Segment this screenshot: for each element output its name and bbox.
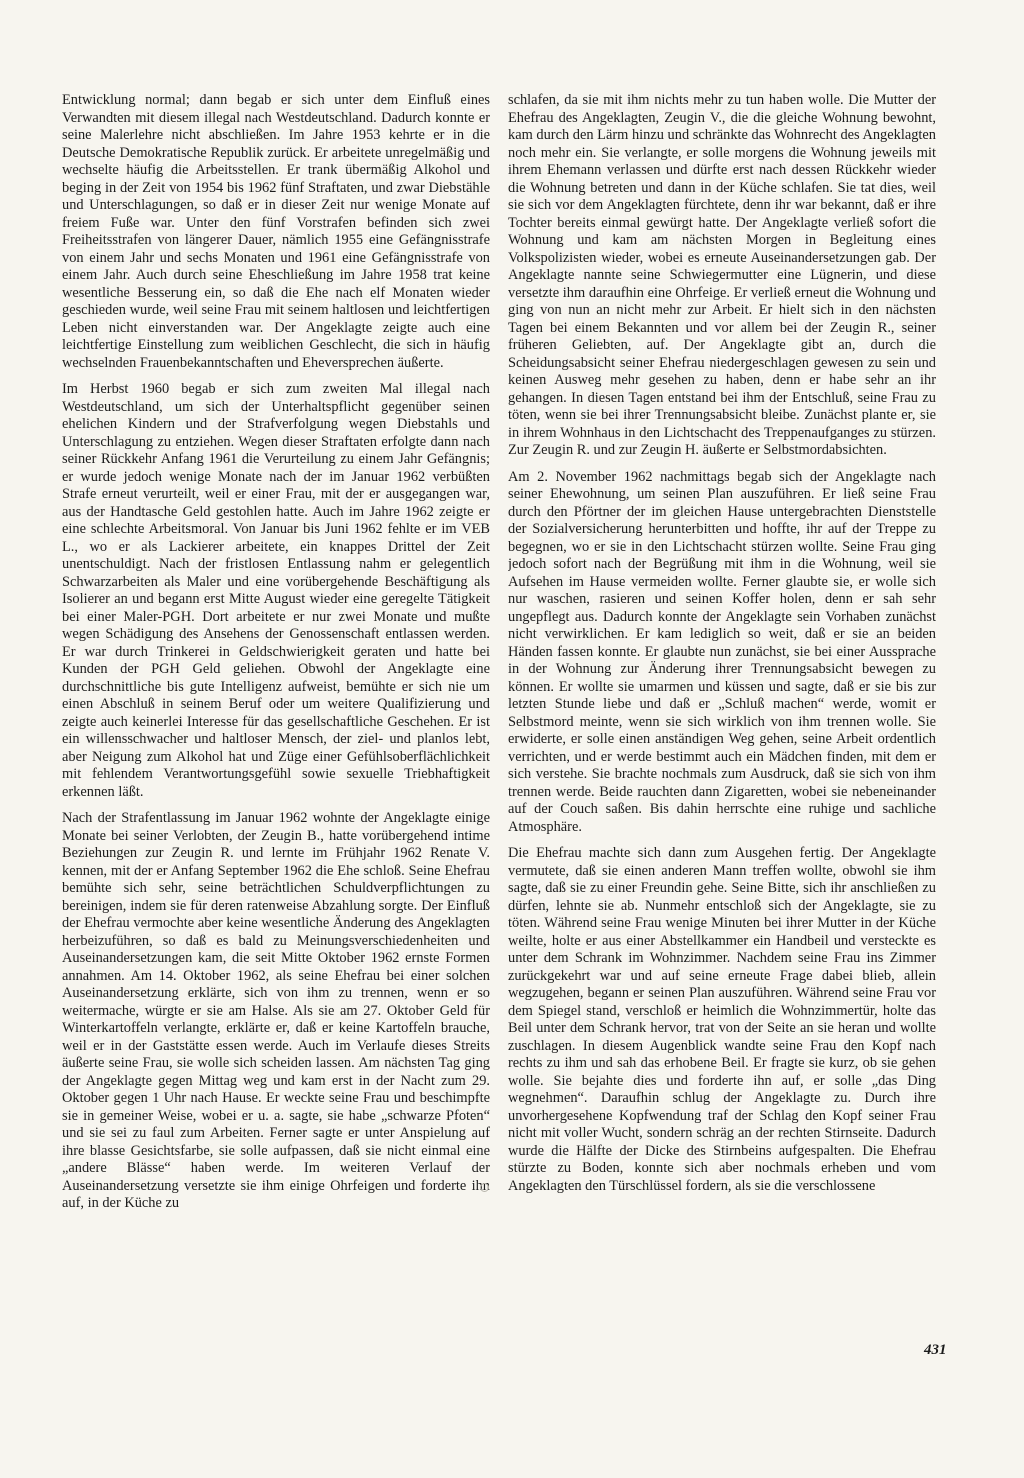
paragraph: Entwicklung normal; dann begab er sich unter dem Einfluß eines Verwandten mit diesem illegal nach Westdeutschland. Dadurch konnte er seine Malerlehre nicht abschließen. Im Jahre 1953 kehrte er in die Deutsche Demokratische Republik zurück. Er arbeitete unregelmäßig und wechselte häufig die Arbeitsstellen. Er trank übermäßig Alkohol und beging in der Zeit von 1954 bis 1962 fünf Straftaten, und zwar Diebstähle und Unterschlagungen, so daß er in dieser Zeit nur wenige Monate auf freiem Fuße war. Unter den fünf Vorstrafen befinden sich zwei Freiheitsstrafen von längerer Dauer, nämlich 1955 eine Gefängnisstrafe von einem Jahr und sechs Monaten und 1961 eine Gefängnisstrafe von einem Jahr. Auch durch seine Eheschließung im Jahre 1958 trat keine wesentliche Besserung ein, so daß die Ehe nach elf Monaten wieder geschieden wurde, weil seine Frau mit seinem haltlosen und leichtfertigen Leben nicht einverstanden war. Der Angeklagte zeigte auch eine leichtfertige Einstellung zum weiblichen Geschlecht, die sich in häufig wechselnden Frauenbekanntschaften und Eheversprechen äußerte.	[62, 92, 490, 371]
page-number: 431	[924, 1342, 947, 1358]
right-text-column	[508, 92, 936, 1342]
paragraph: Am 2. November 1962 nachmittags begab sich der Angeklagte nach seiner Ehewohnung, um seinen Plan auszuführen. Er ließ seine Frau durch den Pförtner der im gleichen Hause untergebrachten Dienststelle der Sozialversicherung herunterbitten und hoffte, ihr auf der Treppe zu begegnen, wo er sie in den Lichtschacht stürzen wollte. Seine Frau ging jedoch sofort nach der Begrüßung mit ihm in die Wohnung, weil sie Aufsehen im Hause vermeiden wollte. Ferner glaubte sie, er wolle sich nur waschen, rasieren und seinen Koffer holen, denn er sah sehr ungepflegt aus. Dadurch konnte der Angeklagte sein Vorhaben zunächst nicht verwirklichen. Er kam lediglich so weit, daß er sie an beiden Händen fassen konnte. Er glaubte nun zunächst, sie bei einer Aussprache in der Wohnung zur Änderung ihrer Trennungsabsicht bewegen zu können. Er wollte sie umarmen und küssen und sagte, daß er sie bis zur letzten Stunde liebe und daß er „Schluß machen“ werde, womit er Selbstmord meinte, wenn sie sich wirklich von ihm trennen wolle. Sie erwiderte, er solle einen anständigen Weg gehen, seine Arbeit ordentlich verrichten, und er werde bestimmt auch ein Mädchen finden, mit dem er sich verstehe. Sie brachte nochmals zum Ausdruck, daß sie sich von ihm trennen werde. Beide rauchten dann Zigaretten, wobei sie nebeneinander auf der Couch saßen. Bis dahin herrschte eine ruhige und sachliche Atmosphäre.	[508, 468, 936, 835]
paragraph: Im Herbst 1960 begab er sich zum zweiten Mal illegal nach Westdeutschland, um sich der Unterhaltspflicht gegenüber seinen ehelichen Kindern und der Strafverfolgung wegen Diebstahls und Unterschlagung zu entziehen. Wegen dieser Straftaten erfolgte dann nach seiner Rückkehr Anfang 1961 die Verurteilung zu einem Jahr Gefängnis; er wurde jedoch wenige Monate nach der im Januar 1962 verbüßten Strafe erneut verurteilt, weil er einer Frau, mit der er ausgegangen war, aus der Handtasche Geld gestohlen hatte. Auch im Jahre 1962 zeigte er eine schlechte Arbeitsmoral. Von Januar bis Juni 1962 fehlte er im VEB L., wo er als Lackierer arbeitete, ein knappes Drittel der Zeit unentschuldigt. Nach der fristlosen Entlassung nahm er gelegentlich Schwarzarbeiten als Maler und eine vorübergehende Beschäftigung als Isolierer an und begann erst Mitte August wieder eine geregelte Tätigkeit bei einer Maler-PGH. Dort arbeitete er nur zwei Monate und mußte wegen Schädigung des Ansehens der Genossenschaft entlassen werden. Er war durch Trinkerei in Geldschwierigkeit geraten und hatte bei Kunden der PGH Geld geliehen. Obwohl der Angeklagte eine durchschnittliche bis gute Intelligenz aufweist, bemühte er sich nie um einen Abschluß in seinem Beruf oder um weitere Qualifizierung und zeigte auch keinerlei Interesse für das gesellschaftliche Geschehen. Er ist ein willensschwacher und haltloser Mensch, der ziel- und planlos lebt, aber Neigung zum Alkohol hat und Züge einer Gefühlsoberflächlichkeit mit fehlendem Verantwortungsgefühl sowie sexuelle Triebhaftigkeit erkennen läßt.	[62, 381, 490, 800]
paragraph: Die Ehefrau machte sich dann zum Ausgehen fertig. Der Angeklagte vermutete, daß sie einen anderen Mann treffen wollte, obwohl sie ihm sagte, daß sie zu einer Freundin gehe. Seine Bitte, sich ihr anschließen zu dürfen, lehnte sie ab. Nunmehr entschloß sich der Angeklagte, sie zu töten. Während seine Frau wenige Minuten bei ihrer Mutter in der Küche weilte, holte er aus einer Abstellkammer ein Handbeil und versteckte es unter dem Schrank im Wohnzimmer. Nachdem seine Frau ins Zimmer zurückgekehrt war und auf seine erneute Frage dabei blieb, allein wegzugehen, begann er seinen Plan auszuführen. Während seine Frau vor dem Spiegel stand, verschloß er heimlich die Wohnzimmertür, holte das Beil unter dem Schrank hervor, trat von der Seite an sie heran und wollte zuschlagen. In diesem Augenblick wandte seine Frau den Kopf nach rechts zu ihm und sah das erhobene Beil. Er fragte sie kurz, ob sie gehen wolle. Sie bejahte dies und forderte ihn auf, er solle „das Ding wegnehmen“. Daraufhin schlug der Angeklagte zu. Durch ihre unvorhergesehene Kopfwendung traf der Schlag den Kopf seiner Frau nicht mit voller Wucht, sondern schräg an der rechten Stirnseite. Dadurch wurde die Hälfte der Dicke des Stirnbeins aufgespalten. Die Ehefrau stürzte zu Boden, konnte sich aber nochmals erheben und vom Angeklagten den Türschlüssel fordern, als sie die verschlossene	[508, 845, 936, 1194]
paragraph: schlafen, da sie mit ihm nichts mehr zu tun haben wolle. Die Mutter der Ehefrau des Angeklagten, Zeugin V., die die gleiche Wohnung bewohnt, kam durch den Lärm hinzu und schränkte das Wohnrecht des Angeklagten noch mehr ein. Sie verlangte, er solle morgens die Wohnung jeweils mit ihrem Ehemann verlassen und dürfte erst nach dessen Rückkehr wieder die Wohnung betreten und dann in der Küche schlafen. Sie tat dies, weil sie sich vor dem Angeklagten fürchtete, denn ihr war bekannt, daß er ihre Tochter bereits einmal gewürgt hatte. Der Angeklagte verließ sofort die Wohnung und kam am nächsten Morgen in Begleitung eines Volkspolizisten wieder, wobei es erneute Auseinandersetzungen gab. Der Angeklagte nannte seine Schwiegermutter eine Lügnerin, und diese versetzte ihm daraufhin eine Ohrfeige. Er verließ erneut die Wohnung und ging von nun an nicht mehr zur Arbeit. Er hielt sich in den nächsten Tagen bei einem Bekannten und vor allem bei der Zeugin R., seiner früheren Geliebten, auf. Der Angeklagte gibt an, durch die Scheidungsabsicht seiner Ehefrau niedergeschlagen gewesen zu sein und keinen Ausweg mehr gesehen zu haben, denn er habe sehr an ihr gehangen. In diesen Tagen entstand bei ihm der Entschluß, seine Frau zu töten, wenn sie bei ihrer Trennungsabsicht bleibe. Zunächst plante er, sie in ihrem Wohnhaus in den Lichtschacht des Treppenaufganges zu stürzen. Zur Zeugin R. und zur Zeugin H. äußerte er Selbstmordabsichten.	[508, 92, 936, 458]
paragraph: Nach der Strafentlassung im Januar 1962 wohnte der Angeklagte einige Monate bei seiner Verlobten, der Zeugin B., hatte vorübergehend intime Beziehungen zur Zeugin R. und lernte im Frühjahr 1962 Renate V. kennen, mit der er Anfang September 1962 die Ehe schloß. Seine Ehefrau bemühte sich sehr, seine beträchtlichen Schuldverpflichtungen zu bereinigen, indem sie für deren ratenweise Abzahlung sorgte. Der Einfluß der Ehefrau vermochte aber keine wesentliche Änderung des Angeklagten herbeizuführen, so daß es bald zu Meinungsverschiedenheiten und Auseinandersetzungen kam, die seit Mitte Oktober 1962 ernste Formen annahmen. Am 14. Oktober 1962, als seine Ehefrau bei einer solchen Auseinandersetzung erklärte, sich von ihm zu trennen, wenn er so weitermache, würgte er sie am Halse. Als sie am 27. Oktober Geld für Winterkartoffeln verlangte, erklärte er, daß er keine Kartoffeln brauche, weil er in der Gaststätte essen werde. Auch im Verlaufe dieses Streits äußerte seine Frau, sie wolle sich scheiden lassen. Am nächsten Tag ging der Angeklagte gegen Mittag weg und kam erst in der Nacht zum 29. Oktober gegen 1 Uhr nach Hause. Er weckte seine Frau und beschimpfte sie in gemeiner Weise, wobei er u. a. sagte, sie habe „schwarze Pfoten“ und sie sei zu faul zum Arbeiten. Ferner sagte er unter Anspielung auf ihre blasse Gesichtsfarbe, sie solle aufpassen, daß sie nicht einmal eine „andere Blässe“ haben werde. Im weiteren Verlauf der Auseinandersetzung versetzte sie ihm einige Ohrfeigen und forderte ihn auf, in der Küche zu	[62, 810, 490, 1211]
scan-speck-mark	[480, 1183, 489, 1192]
left-text-column	[62, 92, 490, 1342]
